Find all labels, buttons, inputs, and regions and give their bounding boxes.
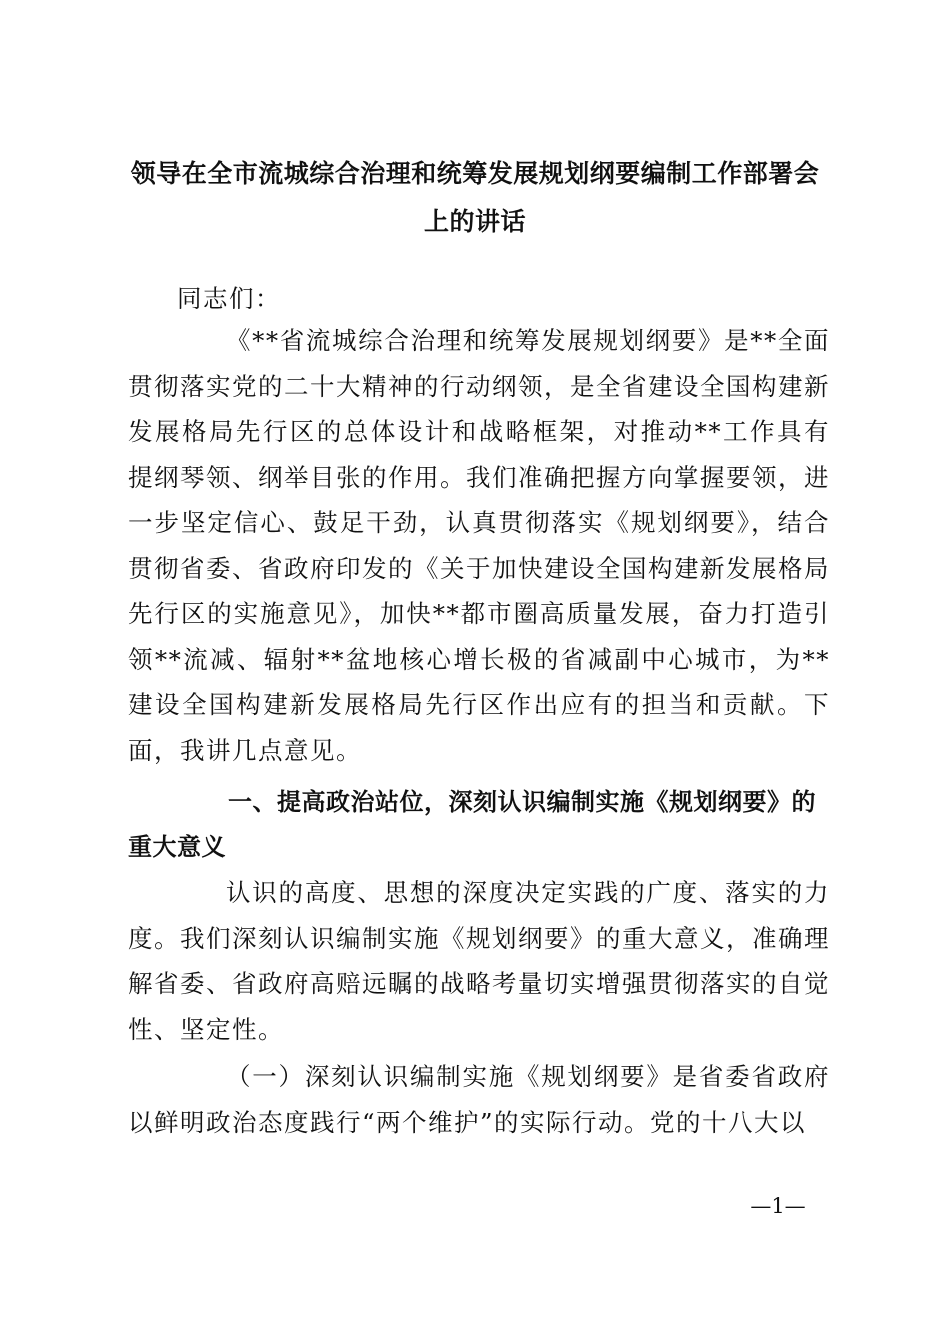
- paragraph-section-1: 认识的高度、思想的深度决定实践的广度、落实的力度。我们深刻认识编制实施《规划纲要》的重大意义，准确理解省委、省政府高赔远瞩的战略考量切实增强贯彻落实的自觉性、坚定性。: [128, 878, 830, 1044]
- section-heading-1: 一、提高政治站位，深刻认识编制实施《规划纲要》的重大意义: [128, 788, 816, 861]
- paragraph-subsection-1: （一）深刻认识编制实施《规划纲要》是省委省政府以鲜明政治态度践行“两个维护”的实际行动。党的十八大以: [128, 1062, 830, 1137]
- salutation: 同志们：: [177, 284, 281, 313]
- paragraph-intro: 《**省流城综合治理和统筹发展规划纲要》是**全面贯彻落实党的二十大精神的行动纲领，是全省建设全国构建新发展格局先行区的总体设计和战略框架，对推动**工作具有提纲琴领、纲举目张的作用。我们准确把握方向掌握要领，进一步坚定信心、鼓足干劲，认真贯彻落实《规划纲要》，结合贯彻省委、省政府印发的《关于加快建设全国构建新发展格局先行区的实施意见》，加快**都市圈高质量发展，奋力打造引领**流减、辐射**盆地核心增长极的省减副中心城市，为**建设全国构建新发展格局先行区作出应有的担当和贡献。下面，我讲几点意见。: [128, 326, 830, 765]
- page-number: —1—: [750, 1194, 806, 1218]
- document-title: 领导在全市流城综合治理和统筹发展规划纲要编制工作部署会上的讲话: [130, 159, 820, 236]
